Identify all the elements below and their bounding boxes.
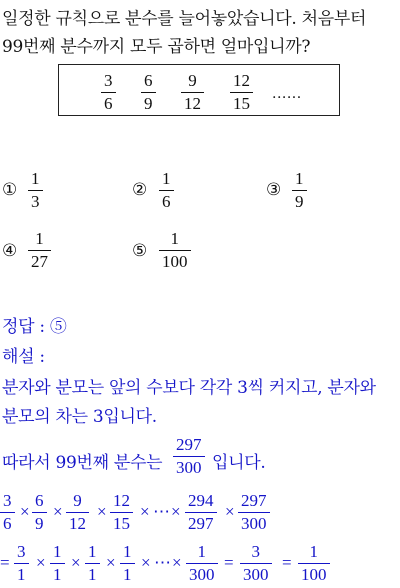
numerator: 1: [170, 229, 179, 248]
numerator: 1: [123, 542, 132, 561]
times-sign: ×: [71, 553, 81, 572]
numerator: 1: [197, 542, 206, 561]
times-sign: ×: [97, 502, 107, 521]
denominator: 297: [188, 514, 214, 534]
option-1-fraction: [28, 170, 43, 211]
numerator: 6: [35, 491, 44, 510]
product-fraction: [66, 492, 89, 533]
midline-ellipsis: ⋯: [154, 553, 171, 572]
times-sign: ×: [141, 553, 151, 572]
numerator: 9: [73, 491, 82, 510]
numerator: 1: [31, 169, 40, 188]
denominator: 15: [233, 94, 250, 114]
times-sign: ×: [20, 502, 30, 521]
product-fraction: [32, 492, 47, 533]
times-sign: ×: [53, 502, 63, 521]
final-answer-fraction: [298, 543, 330, 584]
explanation-line-3-prefix: 따라서 99번째 분수는: [2, 453, 163, 473]
explanation-label: 해설 :: [2, 347, 45, 367]
result-fraction: [85, 543, 100, 584]
numerator: 1: [35, 229, 44, 248]
denominator: 27: [31, 252, 48, 272]
option-2-marker: ②: [132, 180, 148, 200]
sequence-fraction: [101, 72, 116, 113]
explanation-line-2: 분모의 차는 3입니다.: [2, 407, 157, 427]
times-sign: ×: [106, 553, 116, 572]
product-fraction: [185, 492, 217, 533]
option-2-fraction: [159, 170, 174, 211]
numerator: 297: [241, 491, 267, 510]
question-line-1: 일정한 규칙으로 분수를 늘어놓았습니다. 처음부터: [2, 9, 367, 29]
equals-sign: =: [0, 553, 10, 572]
denominator: 300: [243, 565, 269, 585]
denominator: 15: [113, 514, 130, 534]
numerator: 1: [309, 542, 318, 561]
result-fraction: [14, 543, 29, 584]
numerator: 3: [3, 491, 12, 510]
denominator: 6: [162, 192, 171, 212]
explanation-line-1: 분자와 분모는 앞의 수보다 각각 3씩 커지고, 분자와: [2, 378, 376, 398]
answer-label: 정답 : ⑤: [2, 317, 67, 337]
times-sign: ×: [140, 502, 150, 521]
denominator: 1: [17, 565, 26, 585]
midline-ellipsis: ⋯: [153, 502, 170, 521]
option-1-marker: ①: [2, 180, 18, 200]
result-intermediate-fraction: [240, 543, 272, 584]
numerator: 12: [113, 491, 130, 510]
denominator: 6: [104, 94, 113, 114]
denominator: 3: [31, 192, 40, 212]
times-sign: ×: [171, 502, 181, 521]
option-5-marker: ⑤: [132, 241, 148, 261]
denominator: 9: [295, 192, 304, 212]
product-fraction: [0, 492, 15, 533]
numerator: 1: [162, 169, 171, 188]
ninety-ninth-fraction: [173, 436, 205, 477]
equals-sign: =: [282, 553, 292, 572]
denominator: 100: [301, 565, 327, 585]
denominator: 300: [241, 514, 267, 534]
equals-sign: =: [224, 553, 234, 572]
numerator: 294: [188, 491, 214, 510]
denominator: 1: [123, 565, 132, 585]
option-3-fraction: [292, 170, 307, 211]
denominator: 1: [88, 565, 97, 585]
numerator: 3: [104, 71, 113, 90]
numerator: 1: [295, 169, 304, 188]
denominator: 9: [144, 94, 153, 114]
option-4-marker: ④: [2, 241, 18, 261]
sequence-ellipsis: ......: [272, 86, 302, 102]
times-sign: ×: [172, 553, 182, 572]
denominator: 12: [69, 514, 86, 534]
denominator: 1: [53, 565, 62, 585]
denominator: 12: [184, 94, 201, 114]
result-fraction: [50, 543, 65, 584]
question-line-2: 99번째 분수까지 모두 곱하면 얼마입니까?: [2, 37, 311, 57]
result-fraction: [186, 543, 218, 584]
sequence-fraction: [181, 72, 204, 113]
numerator: 1: [53, 542, 62, 561]
option-4-fraction: [28, 230, 51, 271]
denominator: 9: [35, 514, 44, 534]
option-5-fraction: [159, 230, 191, 271]
numerator: 3: [251, 542, 260, 561]
denominator: 6: [3, 514, 12, 534]
sequence-fraction: [141, 72, 156, 113]
numerator: 297: [176, 435, 202, 454]
times-sign: ×: [36, 553, 46, 572]
times-sign: ×: [225, 502, 235, 521]
numerator: 1: [88, 542, 97, 561]
numerator: 12: [233, 71, 250, 90]
denominator: 300: [176, 458, 202, 478]
numerator: 3: [17, 542, 26, 561]
product-fraction: [110, 492, 133, 533]
explanation-line-3-suffix: 입니다.: [212, 453, 266, 473]
numerator: 9: [188, 71, 197, 90]
denominator: 100: [162, 252, 188, 272]
option-3-marker: ③: [266, 180, 282, 200]
result-fraction: [120, 543, 135, 584]
product-fraction: [238, 492, 270, 533]
denominator: 300: [189, 565, 215, 585]
numerator: 6: [144, 71, 153, 90]
sequence-fraction: [230, 72, 253, 113]
